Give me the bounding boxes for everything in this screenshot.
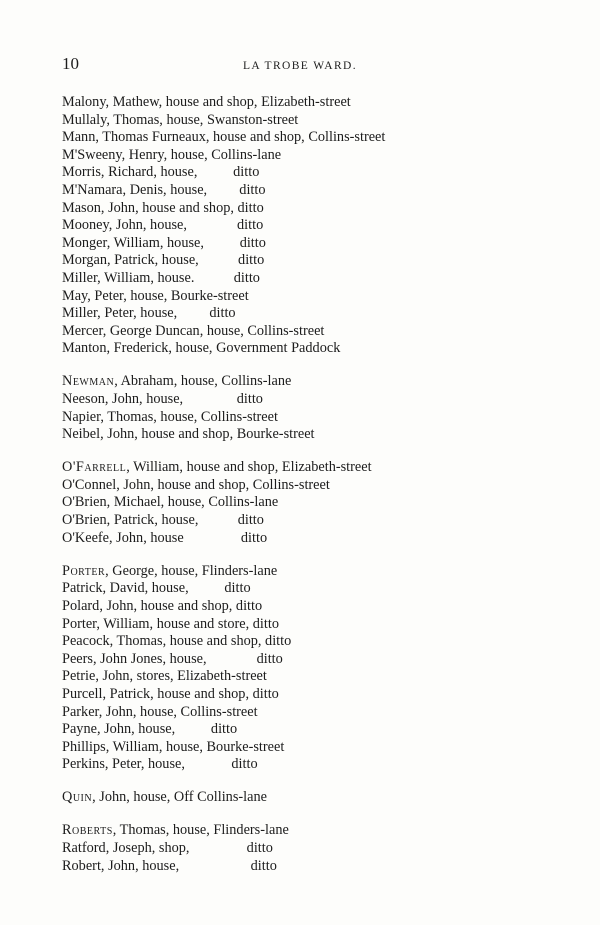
entry-details: , Mathew, house and shop, Elizabeth-street [105,94,351,110]
directory-entry [62,217,462,235]
entry-surname: Payne [62,721,97,738]
entry-details: , John, house, ditto [104,391,263,407]
page-number: 10 [62,54,79,73]
directory-entry [62,651,462,669]
directory-entry [62,235,462,253]
entry-details: , William, house, ditto [106,234,266,251]
entry-surname: O'Brien [62,494,107,511]
entry-surname: Morris [62,164,101,181]
entry-details: , Patrick, house, ditto [107,252,265,269]
directory-section-q [62,789,462,807]
entry-details: , William, house. ditto [97,269,260,286]
entry-details: , Henry, house, Collins-lane [121,146,282,163]
directory-entry [62,270,462,288]
directory-section-n [62,373,462,443]
entry-details: , Michael, house, Collins-lane [106,494,279,511]
entry-details: , David, house, ditto [102,580,251,597]
entry-surname: Monger [62,234,107,251]
entry-surname: Mercer [62,322,103,339]
directory-entry [62,686,462,704]
directory-entry [62,182,462,200]
entry-surname: Patrick [62,580,103,597]
entry-surname: Newman [62,373,115,390]
entry-details: , Peter, house, ditto [104,756,258,773]
entry-surname: Robert [62,857,101,874]
entry-details: , John, house, Off Collins-lane [92,789,267,806]
entry-surname: Peers [62,650,93,667]
entry-surname: Mullaly [62,111,107,128]
entry-surname: Malony [62,94,106,110]
entry-surname: Quin [62,789,93,806]
running-head: LA TROBE WARD. [242,60,358,72]
directory-entry [62,822,462,840]
entry-surname: Purcell [62,685,103,702]
directory-entries [62,94,462,891]
directory-entry [62,340,462,358]
entry-details: , Patrick, house and shop, ditto [102,685,279,702]
directory-entry [62,459,462,477]
entry-surname: Ratford [62,840,106,857]
entry-surname: Neeson [62,391,105,407]
directory-entry [62,129,462,147]
entry-surname: Mason [62,199,101,216]
directory-entry [62,494,462,512]
entry-details: , John, house and shop, ditto [99,597,263,614]
directory-entry [62,252,462,270]
entry-surname: Peacock [62,633,110,650]
entry-details: , John, house, ditto [96,721,238,738]
entry-surname: Roberts [62,822,113,839]
entry-surname: O'Keefe [62,529,110,546]
entry-details: , John, stores, Elizabeth-street [95,668,267,685]
entry-surname: Miller [62,305,98,322]
entry-details: , Denis, house, ditto [122,181,266,198]
entry-surname: Parker [62,703,99,720]
directory-section-m [62,94,462,358]
entry-surname: Napier [62,408,101,425]
entry-details: , Abraham, house, Collins-lane [114,373,292,390]
entry-details: , John, house and shop, Bourke-street [100,426,315,443]
directory-entry [62,704,462,722]
entry-details: , John, house ditto [109,529,268,546]
entry-surname: Porter [62,562,106,579]
entry-details: , Thomas, house and shop, ditto [109,633,292,650]
entry-surname: Polard [62,597,100,614]
directory-entry [62,112,462,130]
directory-entry [62,373,462,391]
directory-entry [62,323,462,341]
directory-entry [62,391,462,409]
entry-details: , Thomas, house, Flinders-lane [112,822,289,839]
directory-entry [62,739,462,757]
entry-details: , Thomas, house, Swanston-street [106,111,299,128]
directory-section-p [62,563,462,774]
entry-details: , John, house and shop, ditto [100,199,264,216]
directory-entry [62,580,462,598]
entry-details: , Patrick, house, ditto [106,512,264,529]
directory-entry [62,147,462,165]
directory-entry [62,409,462,427]
entry-surname: Mann [62,129,96,146]
entry-details: , John, house, Collins-street [98,703,258,720]
directory-entry [62,94,462,112]
directory-entry [62,512,462,530]
entry-surname: O'Brien [62,512,107,529]
directory-entry [62,200,462,218]
entry-surname: Manton [62,340,107,357]
entry-surname: Neibel [62,426,101,443]
entry-surname: O'Farrell [62,459,127,476]
entry-details: , George, house, Flinders-lane [105,562,278,579]
directory-entry [62,288,462,306]
entry-surname: Mooney [62,217,109,234]
directory-entry [62,477,462,495]
directory-entry [62,530,462,548]
directory-entry [62,164,462,182]
directory-entry [62,858,462,876]
entry-details: , William, house and store, ditto [96,615,279,632]
entry-surname: Porter [62,615,97,632]
directory-entry [62,668,462,686]
entry-details: , John, house and shop, Collins-street [116,476,330,493]
entry-details: , Thomas Furneaux, house and shop, Collins-street [95,129,386,146]
entry-details: , John, house, ditto [100,857,277,874]
directory-entry [62,633,462,651]
entry-details: , Peter, house, Bourke-street [87,287,249,304]
entry-surname: May [62,287,88,304]
directory-entry [62,840,462,858]
directory-entry [62,789,462,807]
entry-details: , John, house, ditto [108,217,264,234]
entry-surname: M'Namara [62,181,123,198]
entry-surname: Miller [62,269,98,286]
entry-surname: Phillips [62,738,106,755]
directory-section-r [62,822,462,875]
directory-entry [62,426,462,444]
directory-entry [62,563,462,581]
directory-section-o [62,459,462,547]
entry-details: , Richard, house, ditto [100,164,260,181]
entry-surname: Petrie [62,668,96,685]
entry-details: , William, house, Bourke-street [105,738,285,755]
entry-surname: Perkins [62,756,105,773]
entry-surname: Morgan [62,252,108,269]
entry-details: , Peter, house, ditto [97,305,236,322]
directory-entry [62,616,462,634]
directory-entry [62,305,462,323]
entry-details: , Thomas, house, Collins-street [100,408,278,425]
directory-entry [62,756,462,774]
entry-details: , George Duncan, house, Collins-street [102,322,325,339]
entry-surname: O'Connel [62,476,117,493]
entry-details: , Joseph, shop, ditto [105,840,273,857]
entry-surname: M'Sweeny [62,146,122,163]
entry-details: , William, house and shop, Elizabeth-street [126,459,372,476]
directory-entry [62,598,462,616]
directory-entry [62,721,462,739]
entry-details: , John Jones, house, ditto [92,650,283,667]
entry-details: , Frederick, house, Government Paddock [106,340,341,357]
